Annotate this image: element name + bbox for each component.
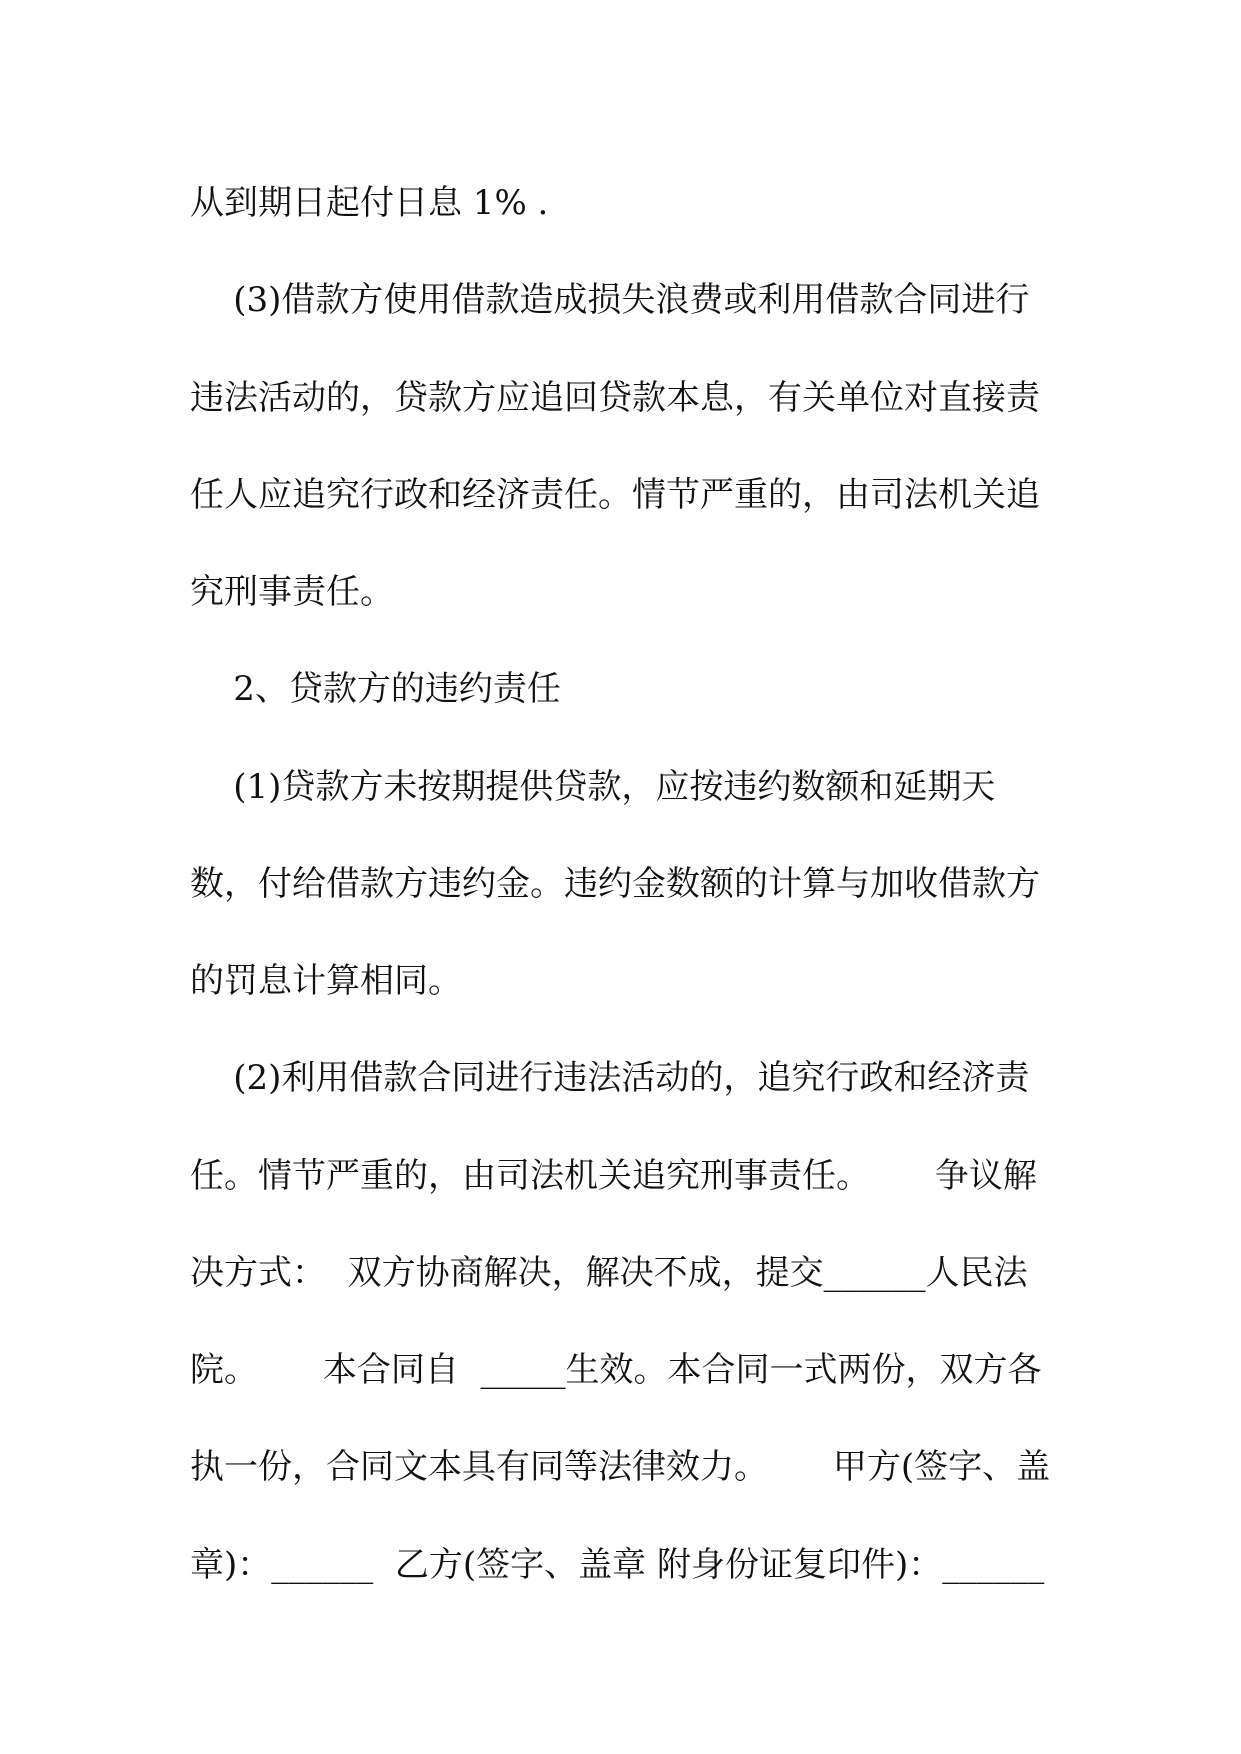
signature-line: 章)：______ 乙方(签字、盖章 附身份证复印件)：______	[190, 1545, 1045, 1585]
text-line: 违法活动的，贷款方应追回贷款本息，有关单位对直接责	[190, 378, 1040, 418]
text-line: 数，付给借款方违约金。违约金数额的计算与加收借款方	[190, 864, 1040, 904]
text-line: 从到期日起付日息 1% .	[190, 183, 549, 223]
section-heading: 2、贷款方的违约责任	[190, 669, 561, 709]
text-line: 执一份，合同文本具有同等法律效力。 甲方(签字、盖	[190, 1447, 1051, 1487]
text-line: (3)借款方使用借款造成损失浪费或利用借款合同进行	[190, 280, 1030, 320]
text-line: 究刑事责任。	[190, 572, 394, 612]
text-line: 任。情节严重的，由司法机关追究刑事责任。 争议解	[190, 1156, 1037, 1196]
text-line: 的罚息计算相同。	[190, 961, 462, 1001]
text-line: (2)利用借款合同进行违法活动的，追究行政和经济责	[190, 1058, 1030, 1098]
text-line: 任人应追究行政和经济责任。情节严重的，由司法机关追	[190, 475, 1040, 515]
text-line: (1)贷款方未按期提供贷款，应按违约数额和延期天	[190, 767, 996, 807]
text-line: 决方式： 双方协商解决，解决不成，提交______人民法	[190, 1253, 1028, 1293]
text-line: 院。 本合同自 _____生效。本合同一式两份，双方各	[190, 1350, 1042, 1390]
